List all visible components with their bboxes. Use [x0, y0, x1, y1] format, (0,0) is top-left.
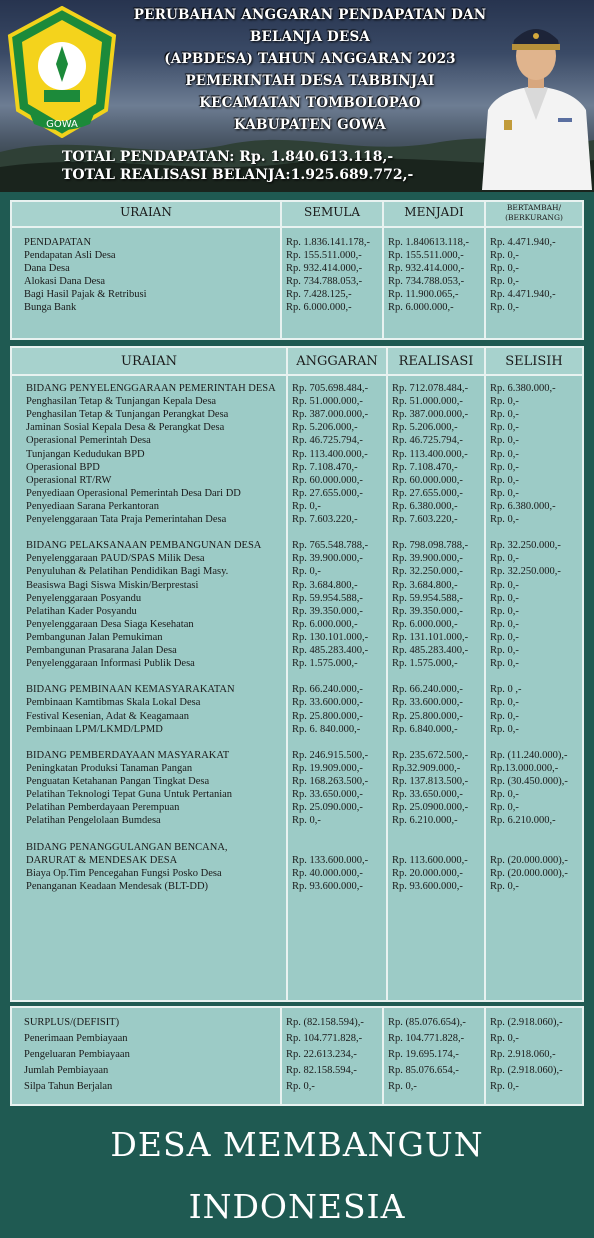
table-row: [12, 382, 586, 395]
cell-value-1: Rp. 734.788.053,-: [286, 276, 363, 287]
cell-value-1: Rp. 25.090.000,-: [292, 802, 363, 814]
table-pendapatan: [10, 200, 584, 340]
table-row: [12, 236, 586, 249]
cell-value-3: Rp. 0,-: [490, 789, 519, 801]
table-row: [12, 749, 586, 762]
cell-value-1: Rp. 765.548.788,-: [292, 540, 369, 552]
cell-value-3: Rp. 6.380.000,-: [490, 500, 556, 512]
table-row: [12, 448, 586, 461]
table-row: [12, 592, 586, 605]
cell-value-2: Rp. 104.771.828,-: [388, 1033, 465, 1044]
cell-value-2: Rp. 1.840613.118,-: [388, 237, 469, 248]
cell-value-2: Rp.32.909.000,-: [392, 762, 461, 774]
cell-value-1: Rp. 66.240.000,-: [292, 684, 363, 696]
title-line-4: KECAMATAN TOMBOLOPAO: [199, 95, 421, 111]
cell-uraian: BIDANG PENANGGULANGAN BENCANA,: [26, 841, 228, 853]
cell-value-1: Rp. 46.725.794,-: [292, 435, 363, 447]
cell-value-2: Rp. 32.250.000,-: [392, 566, 463, 578]
table-row: [12, 775, 586, 788]
cell-uraian: Pembangunan Jalan Pemukiman: [26, 631, 163, 643]
cell-value-1: Rp. 7.428.125,-: [286, 289, 352, 300]
table-row: [12, 854, 586, 867]
cell-value-1: Rp. 6. 840.000,-: [292, 723, 361, 735]
cell-value-3: Rp. 0,-: [490, 710, 519, 722]
table-row: [12, 631, 586, 644]
cell-value-2: Rp. 66.240.000,-: [392, 684, 463, 696]
cell-value-1: Rp. 168.263.500,-: [292, 776, 369, 787]
table-belanja: [10, 346, 584, 1002]
table-row: [12, 762, 586, 775]
header-anggaran: ANGGARAN: [296, 354, 378, 369]
cell-value-3: Rp. 0,-: [490, 592, 519, 604]
cell-value-3: Rp. 0,-: [490, 658, 519, 670]
table-row: [12, 421, 586, 434]
cell-uraian: BIDANG PENYELENGGARAAN PEMERINTAH DESA: [26, 383, 276, 394]
cell-value-2: Rp. 7.603.220,-: [392, 514, 458, 525]
cell-value-3: Rp. (2.918.060),-: [490, 1017, 563, 1028]
cell-value-2: Rp. 485.283.400,-: [392, 645, 469, 656]
cell-value-1: Rp. 1.575.000,-: [292, 658, 358, 670]
cell-uraian: Bunga Bank: [24, 302, 77, 313]
cell-uraian: Dana Desa: [24, 263, 70, 274]
cell-value-3: Rp. 0,-: [490, 487, 519, 499]
cell-value-3: Rp. 0,-: [490, 579, 519, 591]
cell-uraian: Alokasi Dana Desa: [24, 276, 106, 287]
table-row: [12, 644, 586, 657]
cell-value-1: Rp. 39.900.000,-: [292, 553, 363, 565]
cell-value-2: Rp. 85.076.654,-: [388, 1065, 459, 1076]
cell-value-2: Rp. 7.108.470,-: [392, 461, 458, 473]
header-menjadi: MENJADI: [404, 205, 464, 219]
table-row: [12, 814, 586, 827]
cell-uraian: Penyelenggaraan Tata Praja Pemerintahan Desa: [26, 514, 227, 525]
cell-value-2: Rp. 33.600.000,-: [392, 697, 463, 709]
cell-value-1: Rp. 133.600.000,-: [292, 854, 369, 866]
table-row: [12, 827, 586, 840]
cell-uraian: Biaya Op.Tim Pencegahan Fungsi Posko Desa: [26, 867, 222, 879]
table-row: [12, 434, 586, 447]
cell-value-3: Rp. 32.250.000,-: [490, 540, 561, 552]
cell-value-3: Rp. 0,-: [490, 514, 519, 525]
cell-value-3: Rp. 2.918.060,-: [490, 1049, 556, 1060]
cell-uraian: Festival Kesenian, Adat & Keagamaan: [26, 710, 189, 722]
cell-value-3: Rp. 0,-: [490, 697, 519, 709]
cell-value-2: Rp. 39.350.000,-: [392, 605, 463, 617]
cell-uraian: Pengeluaran Pembiayaan: [24, 1049, 130, 1060]
table-row: [12, 579, 586, 592]
cell-value-3: Rp. 0,-: [490, 645, 519, 656]
table-row: [12, 262, 586, 275]
cell-uraian: Pendapatan Asli Desa: [24, 250, 116, 261]
cell-uraian: DARURAT & MENDESAK DESA: [26, 854, 178, 866]
cell-value-1: Rp. 82.158.594,-: [286, 1065, 357, 1076]
cell-value-2: Rp. 11.900.065,-: [388, 289, 459, 300]
cell-uraian: Bagi Hasil Pajak & Retribusi: [24, 289, 147, 300]
cell-uraian: Jaminan Sosial Kepala Desa & Perangkat Desa: [26, 422, 225, 434]
cell-value-3: Rp. 0,-: [490, 723, 519, 735]
cell-value-2: Rp. 6.210.000,-: [392, 815, 458, 827]
table-row: [12, 696, 586, 709]
cell-value-3: Rp. 0,-: [490, 618, 519, 630]
cell-value-1: Rp. 246.915.500,-: [292, 749, 369, 761]
cell-uraian: Penguatan Ketahanan Pangan Tingkat Desa: [26, 776, 210, 787]
table-row: [12, 657, 586, 670]
cell-uraian: Pembinaan LPM/LKMD/LPMD: [26, 723, 163, 735]
table-row: [12, 605, 586, 618]
cell-value-1: Rp. 3.684.800,-: [292, 579, 358, 591]
cell-uraian: Penghasilan Tetap & Tunjangan Kepala Desa: [26, 396, 217, 408]
cell-value-2: Rp. 712.078.484,-: [392, 383, 469, 394]
table-row: [12, 618, 586, 631]
cell-value-3: Rp. 0,-: [490, 448, 519, 460]
cell-uraian: Penghasilan Tetap & Tunjangan Perangkat Desa: [26, 409, 229, 421]
table-row: [12, 801, 586, 814]
cell-value-2: Rp. (85.076.654),-: [388, 1017, 466, 1028]
cell-value-2: Rp. 46.725.794,-: [392, 435, 463, 447]
cell-uraian: Beasiswa Bagi Siswa Miskin/Berprestasi: [26, 579, 199, 591]
table-row: [12, 1016, 586, 1029]
title-line-3: PEMERINTAH DESA TABBINJAI: [185, 73, 435, 89]
cell-value-3: Rp. 0,-: [490, 302, 519, 313]
total-realisasi: TOTAL REALISASI BELANJA:1.925.689.772,-: [62, 167, 414, 183]
cell-uraian: Pelatihan Pengelolaan Bumdesa: [26, 815, 161, 827]
footer-slogan: DESA MEMBANGUN INDONESIA: [110, 1125, 484, 1226]
title-block: [110, 4, 510, 136]
cell-value-1: Rp. 1.836.141.178,-: [286, 237, 370, 248]
title-line-1: PERUBAHAN ANGGARAN PENDAPATAN DAN BELANJA DESA: [133, 7, 487, 45]
cell-value-1: Rp. 39.350.000,-: [292, 605, 363, 617]
table-row: [12, 552, 586, 565]
cell-uraian: SURPLUS/(DEFISIT): [24, 1017, 120, 1028]
cell-value-1: Rp. 485.283.400,-: [292, 645, 369, 656]
cell-value-1: Rp. 27.655.000,-: [292, 487, 363, 499]
cell-value-1: Rp. 155.511.000,-: [286, 250, 362, 261]
cell-value-2: Rp. 59.954.588,-: [392, 592, 463, 604]
totals: [62, 148, 413, 184]
cell-value-2: Rp. 113.400.000,-: [392, 448, 468, 460]
cell-value-1: Rp. 5.206.000,-: [292, 422, 358, 434]
cell-value-1: Rp. 104.771.828,-: [286, 1033, 363, 1044]
cell-value-1: Rp. 60.000.000,-: [292, 474, 363, 486]
cell-value-3: Rp. 0,-: [490, 409, 519, 421]
cell-value-3: Rp. 0,-: [490, 396, 519, 408]
cell-value-3: Rp. 0,-: [490, 631, 519, 643]
cell-value-2: Rp. 932.414.000,-: [388, 263, 465, 274]
cell-value-2: Rp. 19.695.174,-: [388, 1049, 459, 1060]
cell-value-3: Rp. 0,-: [490, 802, 519, 814]
cell-value-1: Rp. 130.101.000,-: [292, 631, 369, 643]
cell-value-2: Rp. 113.600.000,-: [392, 854, 468, 866]
table-row: [12, 880, 586, 893]
header-uraian: URAIAN: [120, 205, 172, 219]
cell-value-2: Rp. 387.000.000,-: [392, 409, 469, 421]
cell-uraian: Penyelenggaraan Posyandu: [26, 592, 142, 604]
cell-value-1: Rp. 33.600.000,-: [292, 697, 363, 709]
cell-value-2: Rp. 3.684.800,-: [392, 579, 458, 591]
cell-uraian: Pelatihan Pemberdayaan Perempuan: [26, 802, 180, 814]
cell-uraian: Operasional BPD: [26, 461, 100, 473]
table-row: [12, 867, 586, 880]
cell-value-2: Rp. 60.000.000,-: [392, 474, 463, 486]
cell-uraian: BIDANG PELAKSANAAN PEMBANGUNAN DESA: [26, 540, 262, 552]
cell-value-1: Rp. 0,-: [286, 1081, 315, 1092]
table-row: [12, 513, 586, 526]
cell-value-2: Rp. 33.650.000,-: [392, 789, 463, 801]
table-row: [12, 288, 586, 301]
cell-uraian: Penyelenggaraan Desa Siaga Kesehatan: [26, 618, 194, 630]
cell-uraian: Operasional RT/RW: [26, 474, 112, 486]
cell-value-2: Rp. 6.000.000,-: [388, 302, 454, 313]
cell-uraian: Pelatihan Kader Posyandu: [26, 605, 137, 617]
cell-value-3: Rp. (2.918.060),-: [490, 1065, 563, 1076]
cell-uraian: Silpa Tahun Berjalan: [24, 1081, 113, 1092]
cell-uraian: Penerimaan Pembiayaan: [24, 1033, 128, 1044]
cell-value-2: Rp. 137.813.500,-: [392, 776, 469, 787]
cell-value-1: Rp. 51.000.000,-: [292, 396, 363, 408]
header-semula: SEMULA: [303, 205, 360, 219]
gowa-logo: [6, 6, 118, 138]
header-banner: [0, 0, 594, 192]
table-row: [12, 1064, 586, 1077]
cell-value-2: Rp. 1.575.000,-: [392, 658, 458, 670]
cell-value-2: Rp. 6.000.000,-: [392, 618, 458, 630]
table-row: [12, 1048, 586, 1061]
cell-uraian: Pelatihan Teknologi Tepat Guna Untuk Pertanian: [26, 789, 233, 801]
cell-uraian: BIDANG PEMBERDAYAAN MASYARAKAT: [26, 749, 230, 761]
cell-value-3: Rp. 0,-: [490, 461, 519, 473]
cell-value-1: Rp. 932.414.000,-: [286, 263, 363, 274]
cell-value-2: Rp. 6.380.000,-: [392, 500, 458, 512]
cell-value-2: Rp. 25.800.000,-: [392, 710, 463, 722]
cell-value-3: Rp. 0,-: [490, 1081, 519, 1092]
cell-value-1: Rp. 113.400.000,-: [292, 448, 368, 460]
cell-value-3: Rp. 0,-: [490, 435, 519, 447]
cell-uraian: Penanganan Keadaan Mendesak (BLT-DD): [26, 880, 209, 892]
table-row: [12, 275, 586, 288]
cell-uraian: Tunjangan Kedudukan BPD: [26, 448, 145, 460]
table-row: [12, 487, 586, 500]
header-bertambah: BERTAMBAH/ (BERKURANG): [505, 203, 563, 222]
cell-value-3: Rp. 0,-: [490, 250, 519, 261]
table-row: [12, 788, 586, 801]
cell-value-2: Rp. 93.600.000,-: [392, 880, 463, 892]
table-row: [12, 395, 586, 408]
cell-value-3: Rp. 0,-: [490, 474, 519, 486]
cell-value-1: Rp. 7.603.220,-: [292, 514, 358, 525]
cell-value-3: Rp. (20.000.000),-: [490, 854, 568, 866]
cell-uraian: Operasional Pemerintah Desa: [26, 435, 151, 447]
cell-uraian: BIDANG PEMBINAAN KEMASYARAKATAN: [26, 684, 235, 696]
table-row: [12, 526, 586, 539]
cell-value-3: Rp.13.000.000,-: [490, 762, 559, 774]
cell-uraian: Peningkatan Produksi Tanaman Pangan: [26, 762, 193, 774]
cell-value-2: Rp. 25.0900.000,-: [392, 802, 469, 814]
cell-value-1: Rp. 705.698.484,-: [292, 383, 369, 394]
cell-value-1: Rp. 19.909.000,-: [292, 762, 363, 774]
cell-value-3: Rp. 0,-: [490, 1033, 519, 1044]
cell-value-3: Rp. 0,-: [490, 605, 519, 617]
cell-uraian: Penyuluhan & Pelatihan Pendidikan Bagi Masy.: [26, 566, 229, 578]
cell-value-2: Rp. 0,-: [388, 1081, 417, 1092]
cell-value-1: Rp. 33.650.000,-: [292, 789, 363, 801]
cell-uraian: Penyediaan Sarana Perkantoran: [26, 500, 159, 512]
title-line-2: (APBDESA) TAHUN ANGGARAN 2023: [164, 51, 456, 67]
cell-value-2: Rp. 27.655.000,-: [392, 487, 463, 499]
cell-uraian: Pembangunan Prasarana Jalan Desa: [26, 645, 177, 656]
cell-value-1: Rp. 0,-: [292, 815, 321, 827]
table-row: [12, 539, 586, 552]
cell-value-3: Rp. 0,-: [490, 422, 519, 434]
logo-text: GOWA: [46, 119, 78, 130]
cell-value-3: Rp. 0,-: [490, 880, 519, 892]
header-selisih: SELISIH: [505, 354, 563, 369]
table-row: [12, 301, 586, 314]
table-row: [12, 249, 586, 262]
cell-value-2: Rp. 235.672.500,-: [392, 749, 469, 761]
cell-value-1: Rp. 25.800.000,-: [292, 710, 363, 722]
cell-value-1: Rp. 7.108.470,-: [292, 461, 358, 473]
table-row: [12, 565, 586, 578]
cell-value-1: Rp. 0,-: [292, 500, 321, 512]
table-row: [12, 841, 586, 854]
cell-value-1: Rp. 22.613.234,-: [286, 1049, 357, 1060]
cell-uraian: Pembinaan Kamtibmas Skala Lokal Desa: [26, 697, 201, 709]
cell-value-3: Rp. 6.380.000,-: [490, 383, 556, 394]
table-row: [12, 408, 586, 421]
cell-value-1: Rp. 93.600.000,-: [292, 880, 363, 892]
table-row: [12, 710, 586, 723]
cell-value-3: Rp. 0 ,-: [490, 684, 522, 696]
header-uraian: URAIAN: [120, 354, 178, 369]
table-row: [12, 500, 586, 513]
cell-value-2: Rp. 5.206.000,-: [392, 422, 458, 434]
table-row: [12, 683, 586, 696]
cell-uraian: Jumlah Pembiayaan: [24, 1065, 109, 1076]
total-pendapatan: TOTAL PENDAPATAN: Rp. 1.840.613.118,-: [62, 149, 394, 165]
cell-value-2: Rp. 20.000.000,-: [392, 867, 463, 879]
cell-value-2: Rp. 798.098.788,-: [392, 540, 469, 552]
cell-value-3: Rp. (30.450.000),-: [490, 776, 568, 787]
cell-value-2: Rp. 155.511.000,-: [388, 250, 464, 261]
table-row: [12, 1032, 586, 1045]
cell-value-3: Rp. (20.000.000),-: [490, 867, 568, 879]
cell-value-1: Rp. 387.000.000,-: [292, 409, 369, 421]
cell-value-1: Rp. 6.000.000,-: [286, 302, 352, 313]
cell-value-1: Rp. 6.000.000,-: [292, 618, 358, 630]
cell-value-1: Rp. 40.000.000,-: [292, 867, 363, 879]
cell-uraian: Penyelenggaraan Informasi Publik Desa: [26, 658, 195, 670]
cell-value-2: Rp. 6.840.000,-: [392, 723, 458, 735]
table-row: [12, 474, 586, 487]
cell-value-3: Rp. 6.210.000,-: [490, 815, 556, 827]
cell-value-1: Rp. 59.954.588,-: [292, 592, 363, 604]
cell-value-3: Rp. 0,-: [490, 276, 519, 287]
header-realisasi: REALISASI: [398, 354, 474, 369]
cell-value-3: Rp. 0,-: [490, 263, 519, 274]
cell-value-2: Rp. 131.101.000,-: [392, 631, 469, 643]
cell-value-3: Rp. 4.471.940,-: [490, 289, 556, 300]
table-row: [12, 723, 586, 736]
cell-value-3: Rp. 32.250.000,-: [490, 566, 561, 578]
cell-value-1: Rp. (82.158.594),-: [286, 1017, 364, 1028]
table-row: [12, 1080, 586, 1093]
table-row: [12, 461, 586, 474]
cell-value-1: Rp. 0,-: [292, 566, 321, 578]
cell-value-2: Rp. 734.788.053,-: [388, 276, 465, 287]
table-row: [12, 736, 586, 749]
cell-value-3: Rp. 0,-: [490, 553, 519, 565]
cell-uraian: Penyelenggaraan PAUD/SPAS Milik Desa: [26, 553, 205, 565]
cell-value-3: Rp. (11.240.000),-: [490, 749, 568, 761]
village-head-photo: [478, 10, 594, 190]
title-line-5: KABUPATEN GOWA: [234, 117, 386, 133]
table-pembiayaan: [10, 1006, 584, 1106]
cell-uraian: PENDAPATAN: [24, 237, 92, 248]
cell-uraian: Penyediaan Operasional Pemerintah Desa Dari DD: [26, 487, 241, 499]
cell-value-2: Rp. 39.900.000,-: [392, 553, 463, 565]
cell-value-3: Rp. 4.471.940,-: [490, 237, 556, 248]
table-row: [12, 670, 586, 683]
cell-value-2: Rp. 51.000.000,-: [392, 396, 463, 408]
